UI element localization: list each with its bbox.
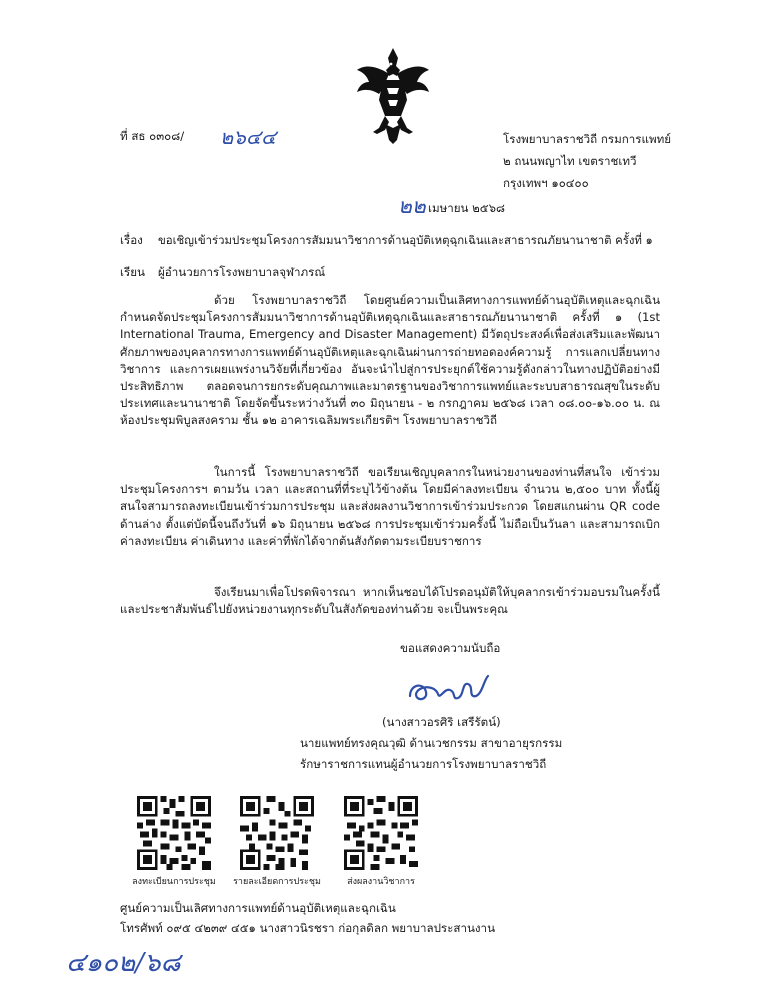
qr-code-registration[interactable] — [137, 796, 211, 870]
subject-text: ขอเชิญเข้าร่วมประชุมโครงการสัมมนาวิชาการด้านอุบัติเหตุฉุกเฉินและสาธารณภัยนานาชาติ ครั้งที่ ๑ — [158, 233, 653, 247]
qr-code-submission[interactable] — [344, 796, 418, 870]
address-line: กรุงเทพฯ ๑๐๔๐๐ — [503, 176, 589, 190]
body-paragraph-1 — [120, 292, 660, 430]
body-paragraph-3 — [120, 584, 660, 618]
body-paragraph-2 — [120, 464, 660, 550]
paragraph-text: ด้วย โรงพยาบาลราชวิถี โดยศูนย์ความเป็นเลิศทางการแพทย์ด้านอุบัติเหตุและฉุกเฉิน กำหนดจัดประชุมโครงการสัมมนาวิชาการด้านอุบัติเหตุฉุกเฉินและสาธารณภัยนานาชาติ ครั้งที่ ๑ (1st International Trauma, Emergency and Disaster Management) มีวัตถุประสงค์เพื่อส่งเสริมและพัฒนาศักยภาพของบุคลากรทางการแพทย์ด้านอุบัติเหตุและฉุกเฉินผ่านการถ่ายทอดองค์ความรู้ การแลกเปลี่ยนทางวิชาการ และการเผยแพร่งานวิจัยที่เกี่ยวข้อง อันจะนำไปสู่การประยุกต์ใช้ความรู้ดังกล่าวในทางปฏิบัติอย่างมีประสิทธิภาพ ตลอดจนการยกระดับคุณภาพและมาตรฐานของวิชาการแพทย์และระบบสาธารณสุขในระดับประเทศและนานาชาติ โดยจัดขึ้นระหว่างวันที่ ๓๐ มิถุนายน - ๒ กรกฎาคม ๒๕๖๘ เวลา ๐๘.๐๐-๑๖.๐๐ น. ณ ห้องประชุมพิบูลสงคราม ชั้น ๑๒ อาคารเฉลิมพระเกียรติฯ โรงพยาบาลราชวิถี — [120, 293, 660, 428]
date-month-year: เมษายน ๒๕๖๘ — [428, 201, 505, 215]
address-line: โรงพยาบาลราชวิถี กรมการแพทย์ — [503, 132, 672, 146]
garuda-emblem — [355, 44, 431, 146]
receipt-number-handwritten: ๔๑๐๒/๖๘ — [66, 948, 181, 978]
qr-caption: รายละเอียดการประชุม — [233, 877, 321, 887]
reference-number-handwritten: ๒๖๔๔ — [220, 125, 277, 149]
handwritten-signature — [404, 668, 494, 708]
closing-text: ขอแสดงความนับถือ — [400, 641, 501, 655]
subject-label: เรื่อง — [120, 233, 143, 247]
sender-address — [503, 128, 671, 194]
paragraph-text: จึงเรียนมาเพื่อโปรดพิจารณา หากเห็นชอบได้โปรดอนุมัติให้บุคลากรเข้าร่วมอบรมในครั้งนี้ และประชาสัมพันธ์ไปยังหน่วยงานทุกระดับในสังกัดของท่านด้วย จะเป็นพระคุณ — [120, 585, 660, 617]
salutation-text: ผู้อำนวยการโรงพยาบาลจุฬาภรณ์ — [158, 265, 326, 279]
qr-caption: ลงทะเบียนการประชุม — [132, 877, 216, 887]
signatory-acting-title: รักษาราชการแทนผู้อำนวยการโรงพยาบาลราชวิถี — [300, 757, 547, 771]
footer-contact: โทรศัพท์ ๐๙๕ ๔๒๓๙ ๔๕๑ นางสาวนิรชรา ก่อกุลดิลก พยาบาลประสานงาน — [120, 921, 495, 935]
reference-label: ที่ สธ ๐๓๐๘/ — [120, 129, 185, 143]
address-line: ๒ ถนนพญาไท เขตราชเทวี — [503, 154, 637, 168]
signatory-name: (นางสาวอรศิริ เสรีรัตน์) — [382, 715, 501, 729]
qr-code-details[interactable] — [240, 796, 314, 870]
date-day-handwritten: ๒๒ — [398, 194, 426, 218]
signatory-position: นายแพทย์ทรงคุณวุฒิ ด้านเวชกรรม สาขาอายุรกรรม — [300, 736, 563, 750]
salutation-label: เรียน — [120, 265, 145, 279]
paragraph-text: ในการนี้ โรงพยาบาลราชวิถี ขอเรียนเชิญบุคลากรในหน่วยงานของท่านที่สนใจ เข้าร่วมประชุมโครงการฯ ตามวัน เวลา และสถานที่ที่ระบุไว้ข้างต้น โดยมีค่าลงทะเบียน จำนวน ๒,๕๐๐ บาท ทั้งนี้ผู้สนใจสามารถลงทะเบียนเข้าร่วมการประชุม และส่งผลงานวิชาการเข้าร่วมประกวด โดยสแกนผ่าน QR code ด้านล่าง ตั้งแต่บัดนี้จนถึงวันที่ ๑๖ มิถุนายน ๒๕๖๘ การประชุมเข้าร่วมครั้งนี้ ไม่ถือเป็นวันลา และสามารถเบิกค่าลงทะเบียน ค่าเดินทาง และค่าที่พักได้จากต้นสังกัดตามระเบียบราชการ — [120, 465, 660, 548]
qr-caption: ส่งผลงานวิชาการ — [347, 877, 415, 887]
footer-unit: ศูนย์ความเป็นเลิศทางการแพทย์ด้านอุบัติเหตุและฉุกเฉิน — [120, 901, 396, 915]
